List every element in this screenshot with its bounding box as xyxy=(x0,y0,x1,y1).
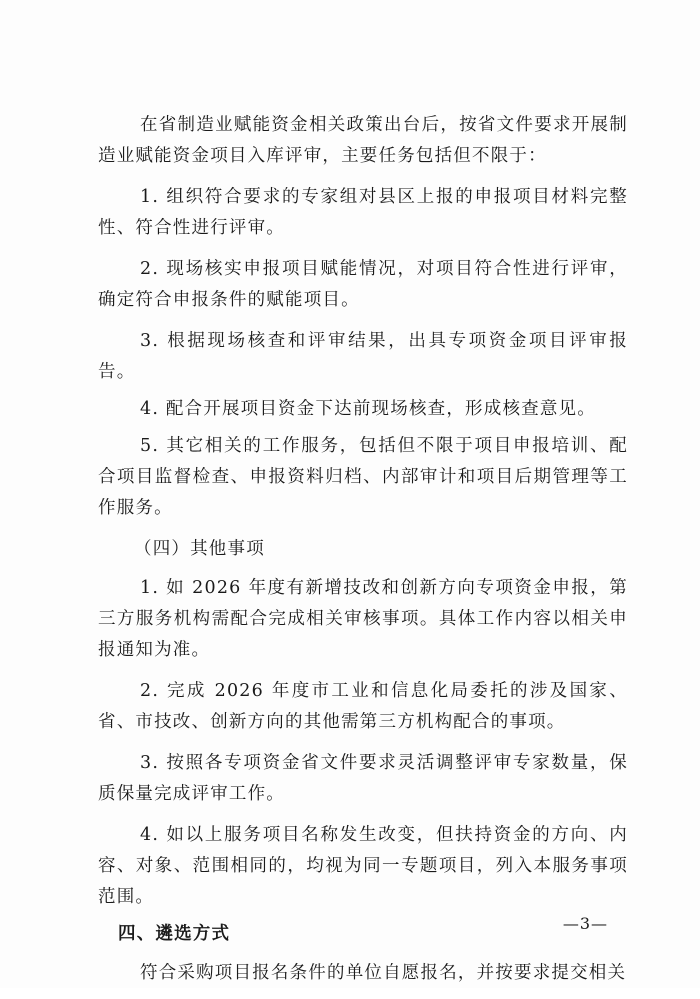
other-item-2: 2. 完成 2026 年度市工业和信息化局委托的涉及国家、省、市技改、创新方向的其他需第三方机构配合的事项。 xyxy=(98,681,628,732)
selection-paragraph: 符合采购项目报名条件的单位自愿报名，并按要求提交相关 xyxy=(140,963,627,983)
intro-paragraph: 在省制造业赋能资金相关政策出台后，按省文件要求开展制造业赋能资金项目入库评审，主要任务包括但不限于： xyxy=(98,115,628,166)
other-item-1: 1. 如 2026 年度有新增技改和创新方向专项资金申报，第三方服务机构需配合完成相关审核事项。具体工作内容以相关申报通知为准。 xyxy=(98,578,628,660)
task-item-4: 4. 配合开展项目资金下达前现场核查，形成核查意见。 xyxy=(140,399,596,419)
task-item-2: 2. 现场核实申报项目赋能情况，对项目符合性进行评审，确定符合申报条件的赋能项目。 xyxy=(98,259,628,310)
document-body xyxy=(98,110,628,999)
other-item-4: 4. 如以上服务项目名称发生改变，但扶持资金的方向、内容、对象、范围相同的，均视为同一专题项目，列入本服务事项范围。 xyxy=(98,825,628,907)
page-number: —3— xyxy=(562,914,608,933)
other-item-3: 3. 按照各专项资金省文件要求灵活调整评审专家数量，保质保量完成评审工作。 xyxy=(98,753,628,804)
task-item-5: 5. 其它相关的工作服务，包括但不限于项目申报培训、配合项目监督检查、申报资料归档、内部审计和项目后期管理等工作服务。 xyxy=(98,436,628,518)
section-heading-selection-method: 四、遴选方式 xyxy=(118,924,231,944)
task-item-1: 1. 组织符合要求的专家组对县区上报的申报项目材料完整性、符合性进行评审。 xyxy=(98,187,628,238)
section-heading-other-matters: （四）其他事项 xyxy=(134,539,265,559)
task-item-3: 3. 根据现场核查和评审结果，出具专项资金项目评审报告。 xyxy=(98,331,628,382)
